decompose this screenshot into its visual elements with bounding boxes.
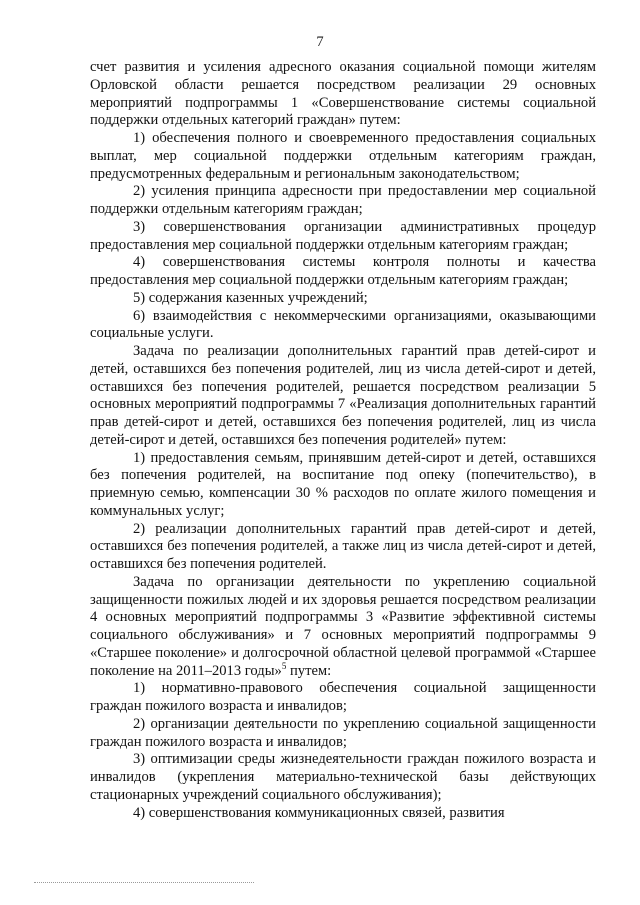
paragraph-elderly-item-2: 2) организации деятельности по укреплению социальной защищенности граждан пожилого возраста и инвалидов; xyxy=(90,715,596,750)
paragraph-item-1: 1) обеспечения полного и своевременного предоставления социальных выплат, мер социальной поддержки отдельным категориям граждан, предусмотренных федеральным и региональным законодательством; xyxy=(90,130,596,182)
footnote-reference: 5 xyxy=(281,660,287,671)
page-number: 7 xyxy=(316,34,324,50)
paragraph-elderly-task-tail: путем: xyxy=(289,662,332,679)
paragraph-item-6: 6) взаимодействия с некоммерческими организациями, оказывающими социальные услуги. xyxy=(90,307,596,342)
paragraph-elderly-task-text: Задача по организации деятельности по укреплению социальной защищенности пожилых людей и их здоровья решается посредством реализации 4 основных мероприятий подпрограммы 3 «Развитие эффективной системы социального обслуживания» и 7 основных мероприятий подпрограммы 9 «Старшее поколение» и долгосрочной областной целевой программой «Старшее поколение на 2011–2013 годы» xyxy=(90,573,596,679)
paragraph-item-4: 4) совершенствования системы контроля полноты и качества предоставления мер социальной поддержки отдельным категориям граждан; xyxy=(90,254,596,288)
paragraph-orphans-item-2: 2) реализации дополнительных гарантий прав детей-сирот и детей, оставшихся без попечения родителей, а также лиц из числа детей-сирот и детей, оставшихся без попечения родителей. xyxy=(90,520,596,572)
paragraph-elderly-task xyxy=(90,574,596,681)
document-body xyxy=(90,59,596,822)
paragraph-intro-continuation: счет развития и усиления адресного оказания социальной помощи жителям Орловской области решается посредством реализации 29 основных мероприятий подпрограммы 1 «Совершенствование системы социальной поддержки отдельных категорий граждан» путем: xyxy=(90,59,596,129)
scan-artifact-line xyxy=(34,882,254,883)
paragraph-item-2: 2) усиления принципа адресности при предоставлении мер социальной поддержки отдельным категориям граждан; xyxy=(90,183,596,217)
paragraph-elderly-item-4: 4) совершенствования коммуникационных связей, развития xyxy=(133,804,505,821)
paragraph-item-3: 3) совершенствования организации административных процедур предоставления мер социальной поддержки отдельным категориям граждан; xyxy=(90,218,596,253)
paragraph-item-5: 5) содержания казенных учреждений; xyxy=(133,289,368,306)
paragraph-elderly-item-1: 1) нормативно-правового обеспечения социальной защищенности граждан пожилого возраста и инвалидов; xyxy=(90,680,596,714)
paragraph-orphans-item-1: 1) предоставления семьям, принявшим детей-сирот и детей, оставшихся без попечения родителей, на воспитание под опеку (попечительство), в приемную семью, компенсации 30 % расходов по оплате жилого помещения и коммунальных услуг; xyxy=(90,449,596,519)
paragraph-elderly-item-3: 3) оптимизации среды жизнедеятельности граждан пожилого возраста и инвалидов (укрепления материально-технической базы действующих стационарных учреждений социального обслуживания); xyxy=(90,751,596,803)
paragraph-orphans-task: Задача по реализации дополнительных гарантий прав детей-сирот и детей, оставшихся без попечения родителей, лиц из числа детей-сирот и детей, оставшихся без попечения родителей, решается посредством реализации 5 основных мероприятий подпрограммы 7 «Реализация дополнительных гарантий прав детей-сирот и детей, оставшихся без попечения родителей, лиц из числа детей-сирот и детей, оставшихся без попечения родителей» путем: xyxy=(90,343,596,448)
